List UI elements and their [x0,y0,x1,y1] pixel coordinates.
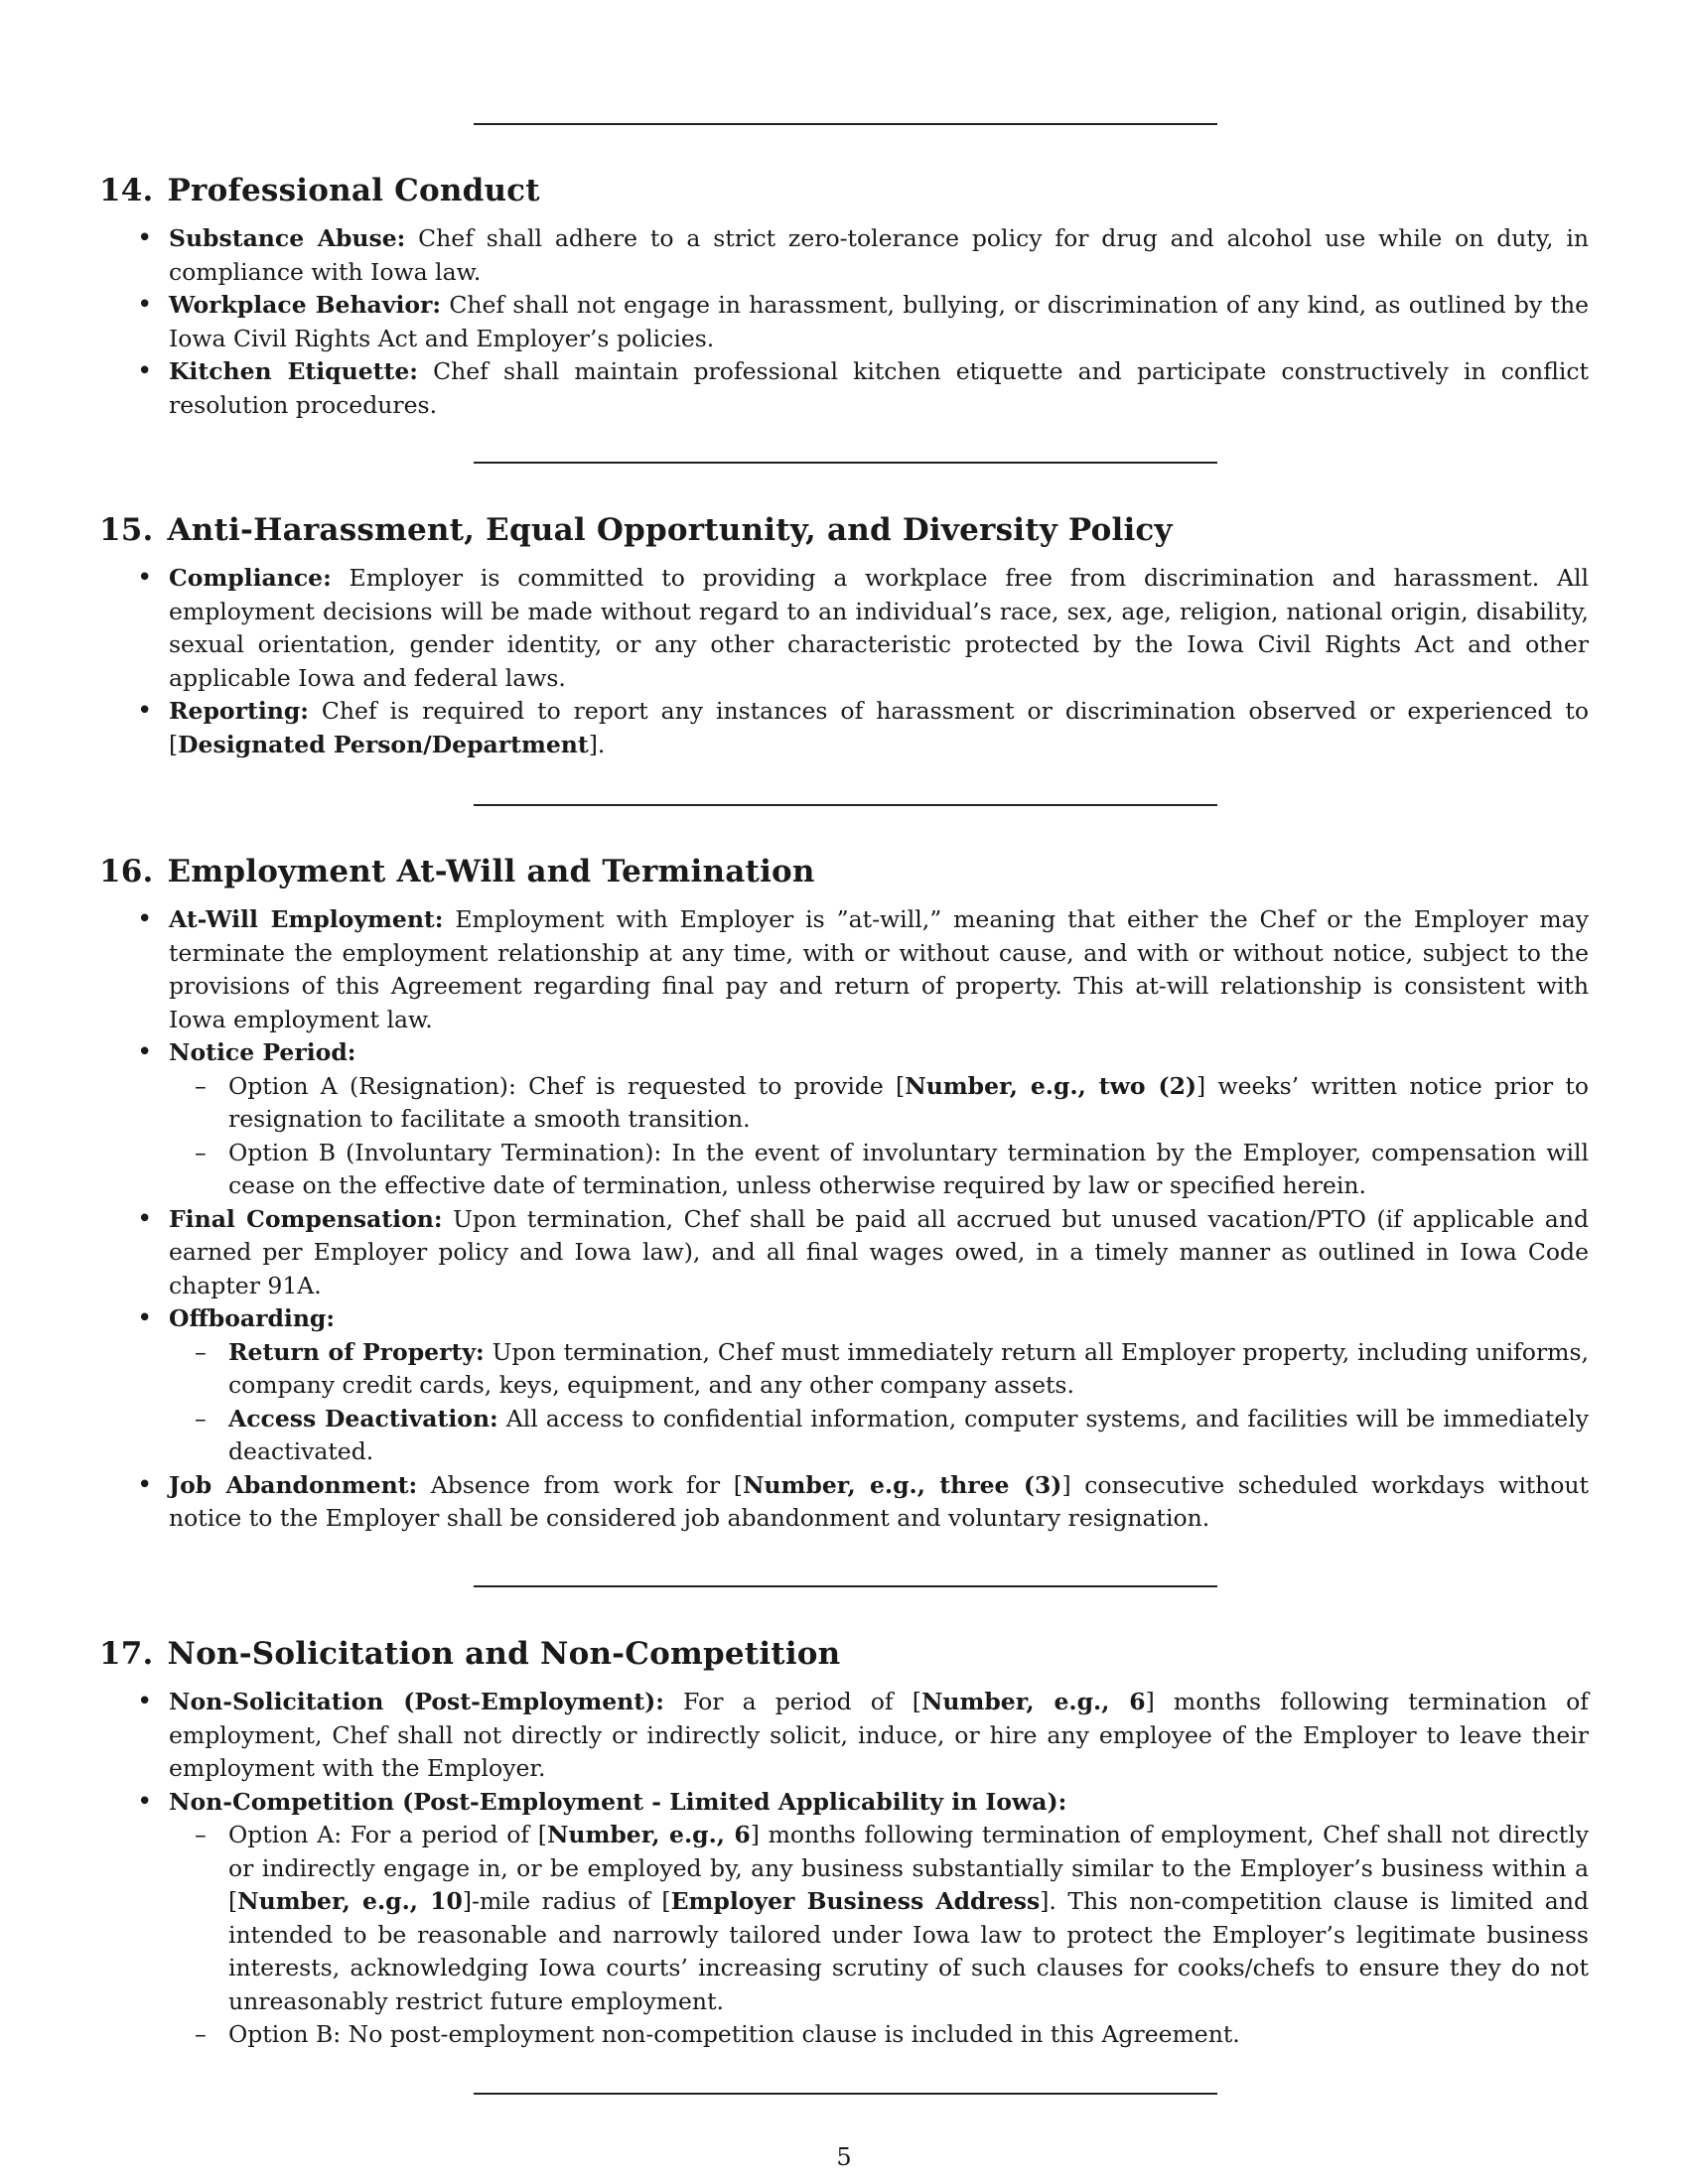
bullet-list [99,562,1589,761]
bullet-list [99,222,1589,422]
sub-list-item: – Option A (Resignation): Chef is requested to provide [Number, e.g., two (2)] weeks’ written notice prior to resignation to facilitate a smooth transition. [169,1070,1589,1137]
list-item: • At-Will Employment: Employment with Employer is ”at-will,” meaning that either the Chef or the Employer may terminate the employment relationship at any time, with or without cause, and with or without notice, subject to the provisions of this Agreement regarding final pay and return of property. This at-will relationship is consistent with Iowa employment law. [99,903,1589,1036]
list-item: • Notice Period: – Option A (Resignation): Chef is requested to provide [Number, e.g., two (2)] weeks’ written notice prior to resignation to facilitate a smooth transition. – Option B (Involuntary Termination): In the event of involuntary termination by the Employer, compensation will cease on the effective date of termination, unless otherwise required by law or specified herein. [99,1036,1589,1203]
bullet-list [99,1686,1589,2052]
bullet-list [99,903,1589,1536]
sub-list [169,1819,1589,2052]
section-divider [474,1585,1217,1587]
page-number: 5 [836,2143,852,2171]
section-non-solicitation [99,1634,1589,2052]
section-heading: 17. Non-Solicitation and Non-Competition [99,1636,841,1672]
sub-list-item: – Option B: No post-employment non-competition clause is included in this Agreement. [169,2018,1589,2052]
list-item: • Offboarding: – Return of Property: Upon termination, Chef must immediately return all Employer property, including uniforms, company credit cards, keys, equipment, and any other company assets. – Access Deactivation: All access to confidential information, computer systems, and facilities will be immediately deactivated. [99,1302,1589,1469]
sub-list [169,1336,1589,1469]
section-divider [474,123,1217,125]
list-item: • Substance Abuse: Chef shall adhere to a strict zero-tolerance policy for drug and alcohol use while on duty, in compliance with Iowa law. [99,222,1589,289]
section-anti-harassment-policy [99,510,1589,761]
list-item: • Non-Competition (Post-Employment - Limited Applicability in Iowa): – Option A: For a period of [Number, e.g., 6] months following termination of employment, Chef shall not directly or indirectly engage in, or be employed by, any business substantially similar to the Employer’s business within a [Number, e.g., 10]-mile radius of [Employer Business Address]. This non-competition clause is limited and intended to be reasonable and narrowly tailored under Iowa law to protect the Employer’s legitimate business interests, acknowledging Iowa courts’ increasing scrutiny of such clauses for cooks/chefs to ensure they do not unreasonably restrict future employment. – Option B: No post-employment non-competition clause is included in this Agreement. [99,1786,1589,2052]
section-heading: 14. Professional Conduct [99,173,540,208]
section-at-will-termination [99,852,1589,1536]
section-heading: 15. Anti-Harassment, Equal Opportunity, and Diversity Policy [99,512,1173,548]
sub-list-item: – Return of Property: Upon termination, Chef must immediately return all Employer property, including uniforms, company credit cards, keys, equipment, and any other company assets. [169,1336,1589,1403]
list-item: • Workplace Behavior: Chef shall not engage in harassment, bullying, or discrimination of any kind, as outlined by the Iowa Civil Rights Act and Employer’s policies. [99,289,1589,355]
sub-list-item: – Option A: For a period of [Number, e.g., 6] months following termination of employment, Chef shall not directly or indirectly engage in, or be employed by, any business substantially similar to the Employer’s business within a [Number, e.g., 10]-mile radius of [Employer Business Address]. This non-competition clause is limited and intended to be reasonable and narrowly tailored under Iowa law to protect the Employer’s legitimate business interests, acknowledging Iowa courts’ increasing scrutiny of such clauses for cooks/chefs to ensure they do not unreasonably restrict future employment. [169,1819,1589,2018]
list-item: • Job Abandonment: Absence from work for [Number, e.g., three (3)] consecutive scheduled workdays without notice to the Employer shall be considered job abandonment and voluntary resignation. [99,1469,1589,1536]
list-item: • Reporting: Chef is required to report any instances of harassment or discrimination observed or experienced to [Designated Person/Department]. [99,695,1589,761]
section-divider [474,2093,1217,2095]
list-item: • Final Compensation: Upon termination, Chef shall be paid all accrued but unused vacation/PTO (if applicable and earned per Employer policy and Iowa law), and all final wages owed, in a timely manner as outlined in Iowa Code chapter 91A. [99,1203,1589,1303]
section-heading: 16. Employment At-Will and Termination [99,854,815,889]
sub-list-item: – Option B (Involuntary Termination): In the event of involuntary termination by the Employer, compensation will cease on the effective date of termination, unless otherwise required by law or specified herein. [169,1137,1589,1203]
list-item: • Compliance: Employer is committed to providing a workplace free from discrimination and harassment. All employment decisions will be made without regard to an individual’s race, sex, age, religion, national origin, disability, sexual orientation, gender identity, or any other characteristic protected by the Iowa Civil Rights Act and other applicable Iowa and federal laws. [99,562,1589,695]
section-divider [474,462,1217,464]
section-professional-conduct [99,171,1589,422]
list-item: • Non-Solicitation (Post-Employment): For a period of [Number, e.g., 6] months following termination of employment, Chef shall not directly or indirectly solicit, induce, or hire any employee of the Employer to leave their employment with the Employer. [99,1686,1589,1786]
sub-list [169,1070,1589,1203]
list-item: • Kitchen Etiquette: Chef shall maintain professional kitchen etiquette and participate constructively in conflict resolution procedures. [99,355,1589,422]
sub-list-item: – Access Deactivation: All access to confidential information, computer systems, and facilities will be immediately deactivated. [169,1403,1589,1469]
section-divider [474,804,1217,806]
